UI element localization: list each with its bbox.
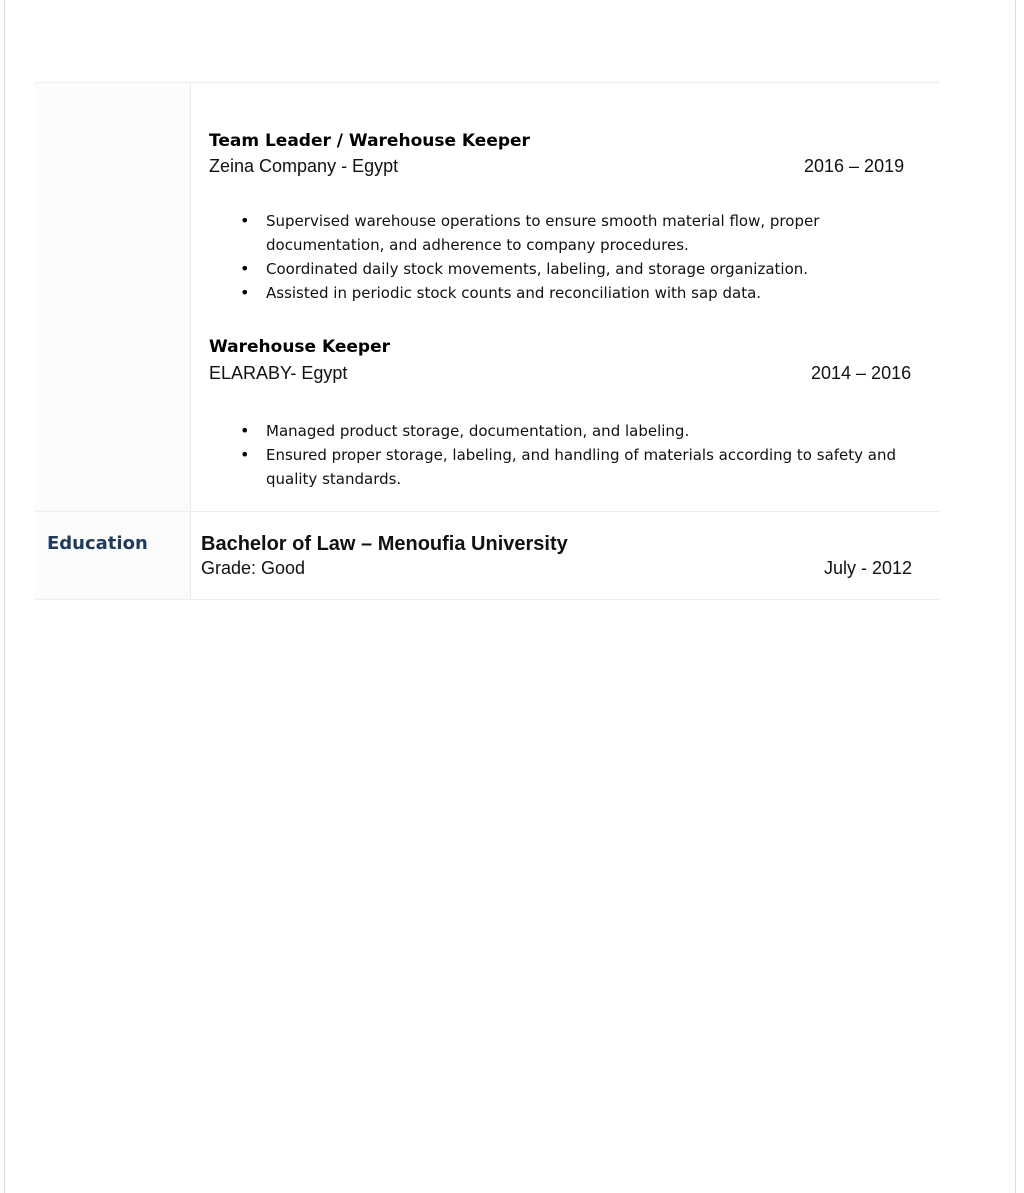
- experience-content: [191, 83, 940, 511]
- education-label-cell: [35, 512, 191, 599]
- experience-row: [35, 82, 940, 511]
- job-bullet: • Managed product storage, documentation, and labeling.: [240, 419, 930, 443]
- section-label-education: Education: [47, 533, 148, 554]
- job-company: Zeina Company - Egypt: [209, 156, 399, 176]
- experience-label-cell: [35, 83, 191, 511]
- education-degree: Bachelor of Law – Menoufia University: [201, 533, 568, 555]
- resume-table: [35, 82, 940, 600]
- education-date: July - 2012: [824, 558, 913, 578]
- job-bullets: [240, 419, 930, 491]
- job-bullet: • Ensured proper storage, labeling, and handling of materials according to safety and quality standards.: [240, 443, 930, 491]
- job-bullet: • Supervised warehouse operations to ensure smooth material flow, proper documentation, and adherence to company procedures.: [240, 209, 880, 257]
- job-title: Team Leader / Warehouse Keeper: [209, 131, 530, 151]
- job-bullets: [240, 209, 880, 305]
- education-grade: Grade: Good: [201, 558, 306, 578]
- job-title: Warehouse Keeper: [209, 337, 390, 357]
- education-content: [191, 512, 940, 599]
- education-row: [35, 511, 940, 600]
- job-bullet: • Coordinated daily stock movements, labeling, and storage organization.: [240, 257, 880, 281]
- job-dates: 2014 – 2016: [811, 363, 912, 383]
- job-bullet: • Assisted in periodic stock counts and reconciliation with sap data.: [240, 281, 880, 305]
- document-page: [4, 0, 1016, 1193]
- job-dates: 2016 – 2019: [804, 156, 905, 176]
- job-company: ELARABY- Egypt: [209, 363, 348, 383]
